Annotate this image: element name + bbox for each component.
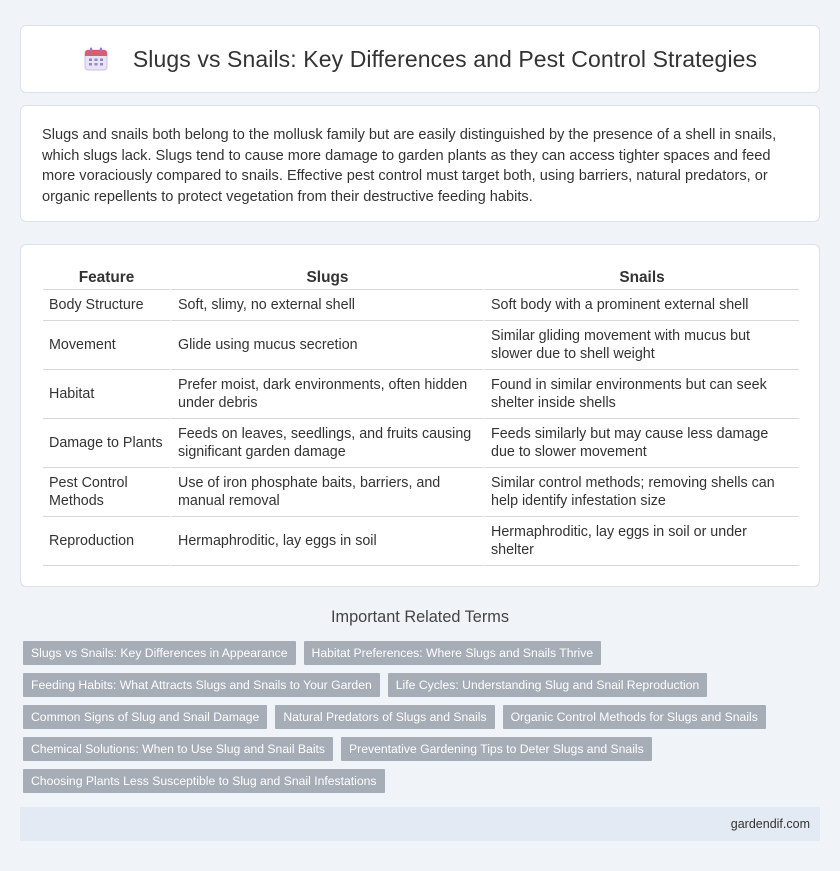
tag-row xyxy=(23,641,783,665)
calendar-icon xyxy=(83,46,109,72)
related-tag[interactable]: Habitat Preferences: Where Slugs and Snails Thrive xyxy=(304,641,602,665)
table-row xyxy=(43,290,799,321)
title-wrap xyxy=(83,46,757,73)
tag-row xyxy=(23,705,783,729)
feature-cell: Movement xyxy=(43,321,170,370)
comparison-table-card xyxy=(20,244,820,587)
snails-cell: Similar gliding movement with mucus but slower due to shell weight xyxy=(483,321,799,370)
snails-cell: Found in similar environments but can seek shelter inside shells xyxy=(483,370,799,419)
related-tag[interactable]: Chemical Solutions: When to Use Slug and Snail Baits xyxy=(23,737,333,761)
related-tag[interactable]: Preventative Gardening Tips to Deter Slugs and Snails xyxy=(341,737,652,761)
table-row xyxy=(43,419,799,468)
header-card xyxy=(20,25,820,93)
slugs-cell: Soft, slimy, no external shell xyxy=(170,290,483,321)
tag-row xyxy=(23,769,783,793)
tag-row xyxy=(23,737,783,761)
related-tag[interactable]: Feeding Habits: What Attracts Slugs and Snails to Your Garden xyxy=(23,673,380,697)
related-tag[interactable]: Choosing Plants Less Susceptible to Slug and Snail Infestations xyxy=(23,769,385,793)
table-row xyxy=(43,468,799,517)
feature-cell: Habitat xyxy=(43,370,170,419)
intro-card xyxy=(20,105,820,222)
snails-cell: Feeds similarly but may cause less damage due to slower movement xyxy=(483,419,799,468)
page-title: Slugs vs Snails: Key Differences and Pest Control Strategies xyxy=(132,45,758,72)
related-tag[interactable]: Life Cycles: Understanding Slug and Snail Reproduction xyxy=(388,673,708,697)
related-terms-tags xyxy=(23,641,783,801)
table-row xyxy=(43,321,799,370)
feature-cell: Reproduction xyxy=(43,517,170,566)
related-tag[interactable]: Slugs vs Snails: Key Differences in Appearance xyxy=(23,641,296,665)
intro-paragraph: Slugs and snails both belong to the mollusk family but are easily distinguished by the presence of a shell in snails, which slugs lack. Slugs tend to cause more damage to garden plants as they can access tighter spaces and feed more voraciously compared to snails. Effective pest control must target both, using barriers, natural predators, or organic repellents to protect vegetation from their destructive feeding habits. xyxy=(42,127,777,205)
related-tag[interactable]: Natural Predators of Slugs and Snails xyxy=(275,705,494,729)
feature-cell: Body Structure xyxy=(43,290,170,321)
related-terms-heading: Important Related Terms xyxy=(331,608,509,626)
header-slugs: Slugs xyxy=(170,267,483,290)
footer-site-link[interactable]: gardendif.com xyxy=(730,817,810,831)
snails-cell: Hermaphroditic, lay eggs in soil or under shelter xyxy=(483,517,799,566)
related-tag[interactable]: Organic Control Methods for Slugs and Snails xyxy=(503,705,766,729)
snails-cell: Soft body with a prominent external shell xyxy=(483,290,799,321)
table-row xyxy=(43,370,799,419)
tag-row xyxy=(23,673,783,697)
slugs-cell: Prefer moist, dark environments, often hidden under debris xyxy=(170,370,483,419)
table-header-row xyxy=(43,267,799,290)
table-row xyxy=(43,517,799,566)
related-tag[interactable]: Common Signs of Slug and Snail Damage xyxy=(23,705,267,729)
snails-cell: Similar control methods; removing shells can help identify infestation size xyxy=(483,468,799,517)
comparison-table xyxy=(43,267,799,566)
slugs-cell: Glide using mucus secretion xyxy=(170,321,483,370)
slugs-cell: Feeds on leaves, seedlings, and fruits causing significant garden damage xyxy=(170,419,483,468)
footer xyxy=(20,807,820,841)
header-snails: Snails xyxy=(483,267,799,290)
slugs-cell: Hermaphroditic, lay eggs in soil xyxy=(170,517,483,566)
feature-cell: Pest Control Methods xyxy=(43,468,170,517)
slugs-cell: Use of iron phosphate baits, barriers, and manual removal xyxy=(170,468,483,517)
feature-cell: Damage to Plants xyxy=(43,419,170,468)
header-feature: Feature xyxy=(43,267,170,290)
